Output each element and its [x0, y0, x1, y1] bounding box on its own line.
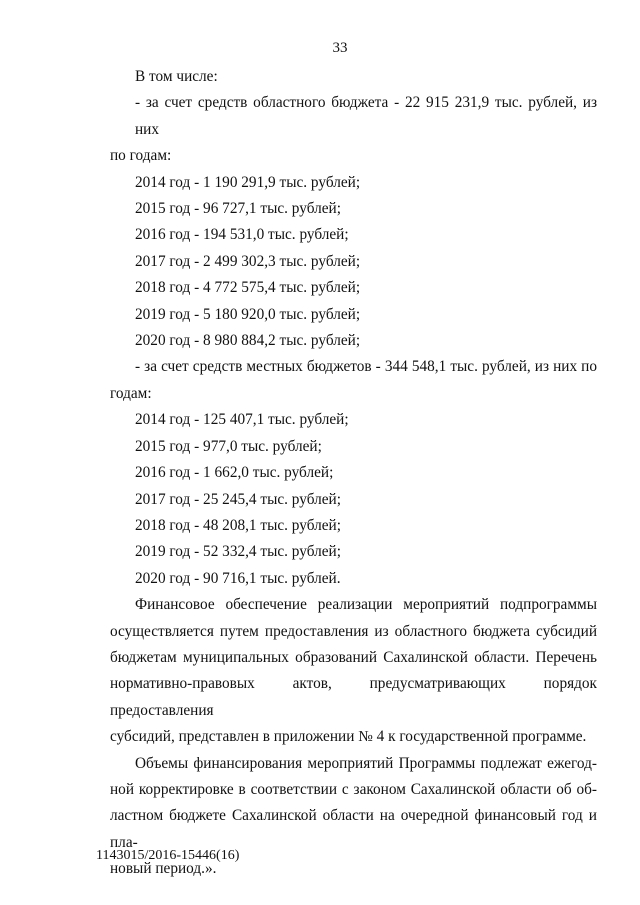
regional-year-2017: 2017 год - 2 499 302,3 тыс. рублей; — [135, 252, 361, 270]
financing-para-line-1: Финансовое обеспечение реализации мероприятий подпрограммы — [135, 596, 597, 614]
regional-year-2015: 2015 год - 96 727,1 тыс. рублей; — [135, 200, 341, 218]
local-year-2017: 2017 год - 25 245,4 тыс. рублей; — [135, 490, 341, 508]
document-registration-code: 1143015/2016-15446(16) — [96, 848, 240, 863]
volumes-para-line-1: Объемы финансирования мероприятий Программы подлежат ежегод- — [135, 754, 597, 772]
financing-para-line-2: осуществляется путем предоставления из областного бюджета субсидий — [110, 622, 597, 640]
local-year-2018: 2018 год - 48 208,1 тыс. рублей; — [135, 516, 341, 534]
local-year-2015: 2015 год - 977,0 тыс. рублей; — [135, 437, 322, 455]
regional-budget-line-1: - за счет средств областного бюджета - 22 915 231,9 тыс. рублей, из них — [135, 94, 597, 138]
financing-para-line-5: субсидий, представлен в приложении № 4 к государственной программе. — [110, 728, 587, 746]
local-budget-line-2: годам: — [110, 384, 152, 402]
local-year-2016: 2016 год - 1 662,0 тыс. рублей; — [135, 464, 334, 482]
financing-para-line-3: бюджетам муниципальных образований Сахалинской области. Перечень — [110, 648, 597, 666]
volumes-para-line-3: ластном бюджете Сахалинской области на очередной финансовый год и пла- — [110, 807, 597, 851]
in-total-heading: В том числе: — [135, 68, 218, 85]
volumes-para-line-2: ной корректировке в соответствии с законом Сахалинской области об об- — [110, 780, 597, 798]
regional-year-2018: 2018 год - 4 772 575,4 тыс. рублей; — [135, 279, 361, 297]
local-budget-line-1: - за счет средств местных бюджетов - 344 548,1 тыс. рублей, из них по — [135, 358, 597, 376]
local-year-2014: 2014 год - 125 407,1 тыс. рублей; — [135, 411, 349, 429]
regional-year-2016: 2016 год - 194 531,0 тыс. рублей; — [135, 226, 349, 244]
page-number: 33 — [332, 40, 348, 56]
document-body — [110, 64, 597, 883]
regional-budget-line-2: по годам: — [110, 147, 172, 165]
volumes-para-line-4: новый период.». — [110, 860, 217, 878]
regional-year-2014: 2014 год - 1 190 291,9 тыс. рублей; — [135, 173, 361, 191]
financing-para-line-4: нормативно-правовых актов, предусматривающих порядок предоставления — [110, 675, 597, 719]
local-year-2019: 2019 год - 52 332,4 тыс. рублей; — [135, 543, 341, 561]
regional-year-2020: 2020 год - 8 980 884,2 тыс. рублей; — [135, 332, 361, 350]
local-year-2020: 2020 год - 90 716,1 тыс. рублей. — [135, 569, 341, 587]
regional-year-2019: 2019 год - 5 180 920,0 тыс. рублей; — [135, 305, 361, 323]
